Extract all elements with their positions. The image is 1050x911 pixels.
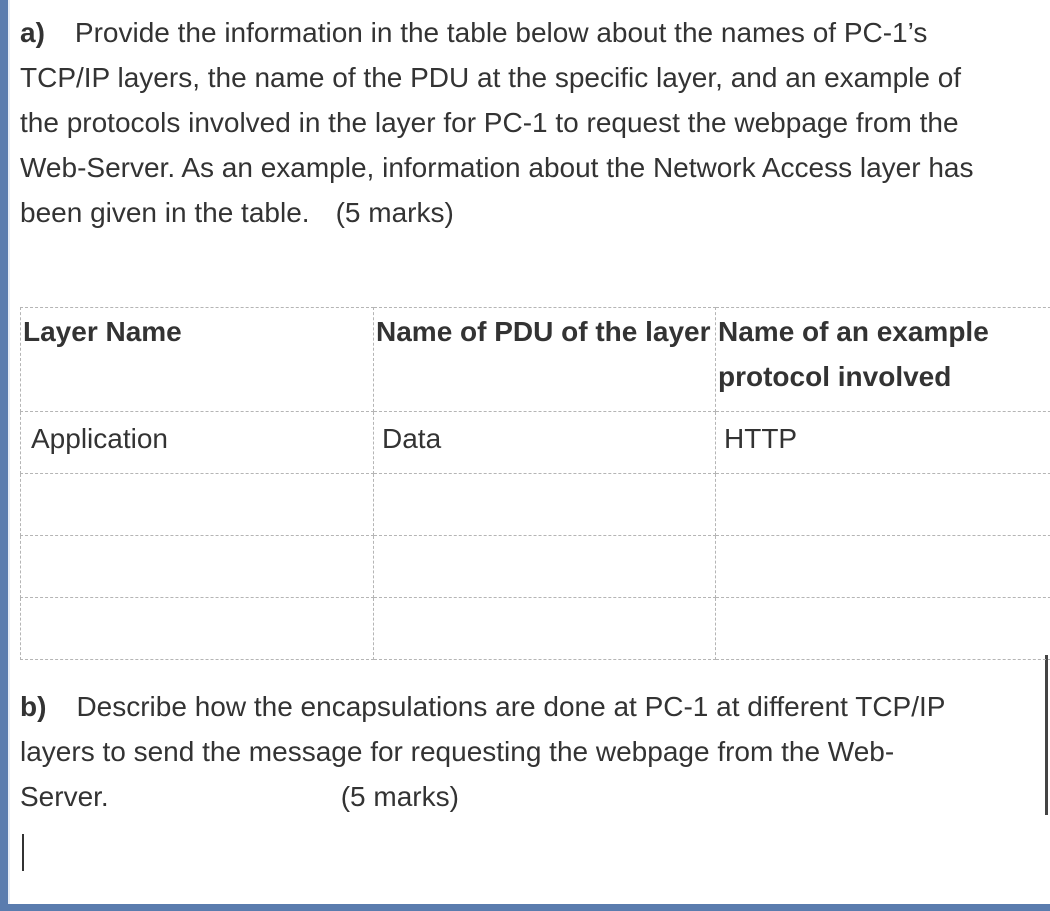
question-b-line-3-text: Server. bbox=[20, 781, 109, 812]
bottom-border bbox=[0, 904, 1050, 911]
question-a-line-3: the protocols involved in the layer for PC-1 to request the webpage from the bbox=[20, 107, 959, 138]
question-b-line-1-text: Describe how the encapsulations are done at PC-1 at different TCP/IP bbox=[76, 691, 946, 722]
question-a-line-5 bbox=[20, 190, 1050, 235]
table-cell[interactable] bbox=[21, 536, 374, 598]
table-cell[interactable] bbox=[716, 536, 1050, 598]
table-row bbox=[21, 412, 1050, 474]
question-b bbox=[20, 684, 1050, 819]
table-cell[interactable] bbox=[21, 598, 374, 660]
question-a-line-5-text: been given in the table. bbox=[20, 197, 310, 228]
question-b-line-1 bbox=[20, 684, 1050, 729]
question-a-line-4: Web-Server. As an example, information about the Network Access layer has bbox=[20, 152, 974, 183]
question-b-line-3 bbox=[20, 774, 1050, 819]
table-header-row bbox=[21, 308, 1050, 412]
table-cell[interactable] bbox=[21, 474, 374, 536]
table-row bbox=[21, 536, 1050, 598]
table-cell[interactable] bbox=[374, 474, 716, 536]
table-row bbox=[21, 474, 1050, 536]
question-b-line-2: layers to send the message for requesting the webpage from the Web- bbox=[20, 736, 895, 767]
layers-table bbox=[20, 307, 1050, 660]
table-cell[interactable] bbox=[716, 474, 1050, 536]
question-a-line-1 bbox=[20, 10, 1050, 55]
table-cell[interactable] bbox=[374, 536, 716, 598]
table-cell[interactable]: Application bbox=[21, 412, 374, 474]
table-cell[interactable]: Data bbox=[374, 412, 716, 474]
table-cell[interactable]: HTTP bbox=[716, 412, 1050, 474]
table-cell[interactable] bbox=[374, 598, 716, 660]
text-cursor bbox=[22, 834, 24, 871]
question-b-label: b) bbox=[20, 691, 47, 722]
question-a-marks: (5 marks) bbox=[335, 197, 454, 228]
question-a-line-2: TCP/IP layers, the name of the PDU at the specific layer, and an example of bbox=[20, 62, 962, 93]
table-cell[interactable] bbox=[716, 598, 1050, 660]
left-border bbox=[0, 0, 8, 911]
table-row bbox=[21, 598, 1050, 660]
header-protocol-name: Name of an example protocol involved bbox=[716, 308, 1050, 412]
left-border-highlight bbox=[8, 0, 10, 911]
answer-editor[interactable] bbox=[14, 0, 1050, 904]
header-layer-name: Layer Name bbox=[21, 308, 374, 412]
question-a bbox=[20, 10, 1050, 235]
question-a-label: a) bbox=[20, 17, 45, 48]
header-pdu-name: Name of PDU of the layer bbox=[374, 308, 716, 412]
question-b-marks: (5 marks) bbox=[340, 781, 459, 812]
question-a-line-1-text: Provide the information in the table below about the names of PC-1’s bbox=[74, 17, 928, 48]
